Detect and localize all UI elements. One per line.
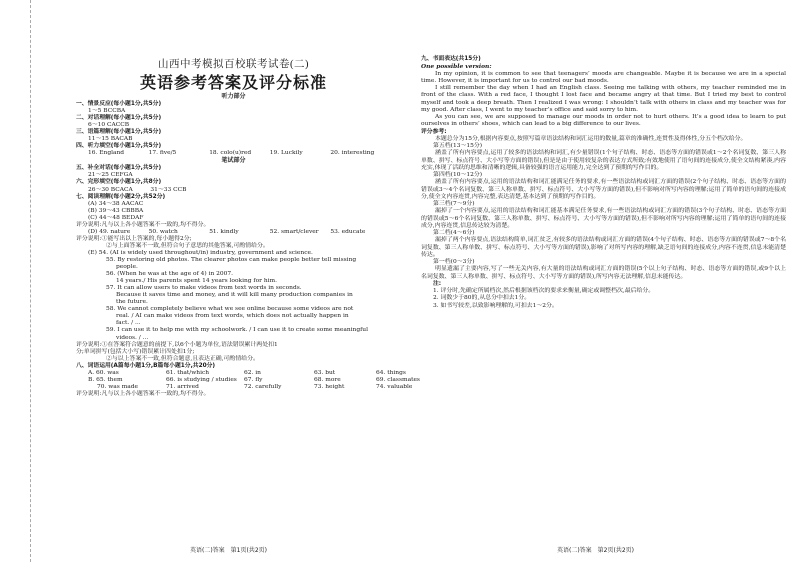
section-8-answer-grid [76, 369, 420, 391]
answer-49: (D) 49. nature [88, 228, 131, 235]
answer-51: 51. kindly [209, 228, 239, 235]
grade-3-heading: 第三档(7～9分) [433, 201, 475, 207]
document-title: 英语参考答案及评分标准 [139, 73, 327, 92]
answer-63: 63. but [314, 369, 336, 376]
answer-page-2 [397, 0, 794, 562]
grade-1-text: 明显遗漏了主要内容,写了一些无关内容,有大量的语法结构或词汇方面的错误(5个以上句子结构、时态、语态等方面的错误,或9个以上名词复数、第三人称单数、拼写、标点符号、大小写等方面的错误),所写内容无法理解,信息未能传达。 [421, 266, 786, 280]
section-6-answers [76, 187, 391, 194]
section-6-heading: 六、完形填空(每小题1分,共8分) [76, 179, 162, 186]
answer-59-cont: videos. / ... [116, 334, 149, 341]
grade-4-heading: 第四档(10～12分) [433, 172, 483, 178]
reading-d-answers [76, 229, 391, 236]
section-5-heading: 五、补全对话(每小题1分,共5分) [76, 165, 162, 172]
page-footer: 英语(二)答案 第2页(共2页) [557, 547, 634, 554]
exam-title: 山西中考模拟百校联考试卷(二) [158, 59, 309, 70]
grade-1-heading: 第一档(0～3分) [433, 259, 475, 265]
section-7-heading: 七、阅读理解(每小题2分,共52分) [76, 193, 166, 200]
section-3-heading: 三、语篇理解(每小题1分,共5分) [76, 129, 162, 136]
scoring-note: 评分说明:①在答案符合题意的前提下,以6个小题为单位,语法错误累计两处扣1 [76, 341, 278, 348]
answer-65: B. 65. them [88, 376, 123, 383]
scoring-note: ②与以上答案不一致,但符合题意,且表达正确,可酌情给分。 [106, 355, 259, 362]
scoring-note: ②与上面答案不一致,但符合句子意思的其他答案,可酌情给分。 [106, 242, 269, 249]
answer-57-cont: the future. [116, 299, 148, 306]
answer-72: 72. carefully [244, 383, 282, 390]
scoring-reference-label: 评分参考: [421, 128, 447, 135]
answer-56-cont: 14 years./ His parents spent 14 years looking for him. [116, 278, 277, 285]
answer-69: 69. classmates [376, 376, 420, 383]
page-2-content [421, 56, 786, 310]
section-1-heading: 一、情景反应(每小题1分,共5分) [76, 101, 162, 107]
answer-70: 70. was made [97, 383, 139, 390]
page-1-content [76, 58, 420, 398]
essay-paragraph-1: In my opinion, it is common to see that teenagers’ moods are changeable. Maybe it is because we are in a special time. However, it is important for us to control our bad moods. [421, 70, 786, 84]
answer-60: A. 60. was [88, 369, 119, 376]
answer-56: 56. (When he was at the age of 4) in 2007. [106, 271, 233, 278]
answer-64: 64. things [376, 369, 406, 376]
scoring-intro: 本题总分为15分,根据内容要点,按照写篇章语法结构和词汇运用的数量,篇章的准确性,连贯性及得体性,分五个档次给分。 [435, 135, 747, 142]
answer-67: 67. fly [244, 376, 263, 383]
answer-31-33: 31～33 CCB [150, 186, 187, 193]
answer-59: 59. I can use it to help me with my schoolwork. / I can use it to create some meaningful [106, 327, 368, 334]
answer-66: 66. is studying / studies [166, 376, 237, 383]
section-3-answers: 11～15 BACAB [88, 136, 133, 143]
essay-paragraph-2: I still remember the day when I had an English class. Seeing me talking with others, my teacher reminded me in front of the class. With a red face, I thought I lost face and became angry at that time. But I tried my best to control myself and took a deep breath. Then I realized I was wrong: I shouldn’t talk with others in class and my teacher was for my good. After class, I went to my teacher’s office and said sorry to him. [421, 85, 786, 113]
section-9-heading: 九、书面表达(共15分) [421, 56, 481, 62]
reading-c-answers: (C) 44～48 BEDAF [88, 214, 144, 221]
reading-a-answers: (A) 34～38 AACAC [88, 200, 144, 207]
grade-5-text: 涵盖了所有内容要点,运用了较多的语法结构和词汇,有少量错误(1个句子结构、时态、语态等方面的错误或1～2个名词复数、第三人称单数、拼写、标点符号、大小写等方面的错误),但是是由于使用较复杂的表达方式所致;有效地使用了语句间的连接成分,使全文结构紧凑,内容充实,体现了活跃的思维和清晰的逻辑,具备较强的语言运用能力,完全达到了预期的写作目的。 [421, 150, 786, 171]
grade-2-heading: 第二档(4～6分) [433, 230, 475, 236]
written-part-label: 笔试部分 [221, 157, 246, 165]
grade-2-text: 漏掉了两个内容要点,语法结构简单,词汇贫乏,有较多的语法结构或词汇方面的错误(4个句子结构、时态、语态等方面的错误或7～8个名词复数、第三人称单数、拼写、标点符号、大小写等方面的错误),影响了对所写内容的理解,缺乏语句间的连接成分,内容不连贯,信息未能清楚传达。 [421, 237, 786, 258]
page-footer: 英语(二)答案 第1页(共2页) [190, 547, 267, 554]
answer-68: 68. more [314, 376, 341, 383]
answer-50: 50. watch [148, 228, 178, 235]
notes-label: 注: [433, 280, 442, 287]
answer-26-30: 26～30 BCACA [88, 186, 133, 193]
answer-57-cont: Because it saves time and money, and it will kill many production companies in [116, 292, 353, 299]
binding-margin [8, 0, 31, 562]
section-1-answers: 1～5 BCCBA [88, 108, 126, 115]
scoring-note: 评分说明:凡与以上各小题答案不一致的,均不得分。 [76, 221, 210, 228]
answer-18: 18. colo(u)red [209, 150, 252, 157]
section-5-answers: 21～25 CEFGA [88, 172, 133, 179]
answer-61: 61. that/which [166, 369, 210, 376]
scoring-note: 评分说明:①能写出以上答案的,每小题得2分; [76, 235, 192, 242]
essay-paragraph-3: As you can see, we are supposed to manage our moods in order not to hurt others. It’s a good idea to learn to put ourselves in others’ shoes, which can lead to a big difference to our lives. [421, 114, 786, 128]
answer-54: (E) 54. (AI is widely used throughout/in) industry, government and science. [88, 249, 313, 256]
answer-52: 52. smart/clever [269, 228, 319, 235]
answer-62: 62. in [244, 369, 261, 376]
answer-71: 71. arrived [166, 383, 199, 390]
answer-73: 73. height [314, 383, 345, 390]
section-2-answers: 6～10 CACCB [88, 122, 130, 129]
answer-55-cont: people. [116, 264, 138, 271]
note-3: 3. 如书写较差,以致影响理解的,可扣去1～2分。 [433, 302, 558, 309]
sample-essay-label: One possible version: [421, 63, 492, 71]
answer-55: 55. By restoring old photos. The clearer photos can make people better tell missing [106, 256, 357, 263]
reading-b-answers: (B) 39～43 CBBBA [88, 207, 144, 214]
note-2: 2. 词数少于80的,从总分中扣去1分。 [433, 295, 531, 302]
section-2-heading: 二、对话理解(每小题1分,共5分) [76, 115, 162, 122]
answer-74: 74. valuable [376, 383, 413, 390]
scoring-note: 评分说明:凡与以上各小题答案不一致的,均不得分。 [76, 390, 210, 397]
grade-4-text: 涵盖了所有内容要点,运用的语法结构和词汇能满足任务的要求,有一些语法结构或词汇方面的错误(2个句子结构、时态、语态等方面的错误或3～4个名词复数、第三人称单数、拼写、标点符号、大小写等方面的错误),但不影响对所写内容的理解;运用了简单的语句间的连接成分,使全文内容连贯,内容完整,表达清楚,基本达到了预期的写作目的。 [421, 179, 786, 200]
section-4-heading: 四、听力填空(每小题1分,共5分) [76, 143, 162, 150]
answer-17: 17. five/5 [148, 150, 177, 157]
answer-58-cont: fact. / ... [116, 320, 141, 327]
note-1: 1. 评分时,先确定所属档次,然后根据该档次的要求来衡量,确定或调整档次,最后给分。 [433, 288, 655, 294]
grade-5-heading: 第五档(13～15分) [433, 143, 483, 149]
answer-57: 57. It can allow users to make videos from text words in seconds. [106, 285, 302, 292]
answer-16: 16. England [88, 150, 125, 157]
answer-58: 58. We cannot completely believe what we see online because some videos are not [106, 306, 354, 313]
answer-19: 19. Luckily [269, 150, 303, 157]
answer-53: 53. educate [330, 228, 366, 235]
answer-20: 20. interesting [330, 150, 375, 157]
listening-part-label: 听力部分 [221, 93, 246, 100]
section-8-heading: 八、词语运用(A篇每小题1分,B篇每小题1分,共20分) [76, 362, 216, 369]
grade-3-text: 漏掉了一个内容要点,运用的语法结构和词汇能基本满足任务要求,有一些语法结构或词汇方面的错误(3个句子结构、时态、语态等方面的错误或5～6个名词复数、第三人称单数、拼写、标点符号、大小写等方面的错误),但不影响对所写内容的理解;运用了简单的语句间的连接成分,内容连贯,信息传达较为清楚。 [421, 208, 786, 229]
scoring-note: 分;单词拼写(包括大小写)错误累计四处扣1分; [76, 348, 195, 355]
answer-58-cont: real. / AI can make videos from text words, which does not actually happen in [116, 313, 349, 320]
